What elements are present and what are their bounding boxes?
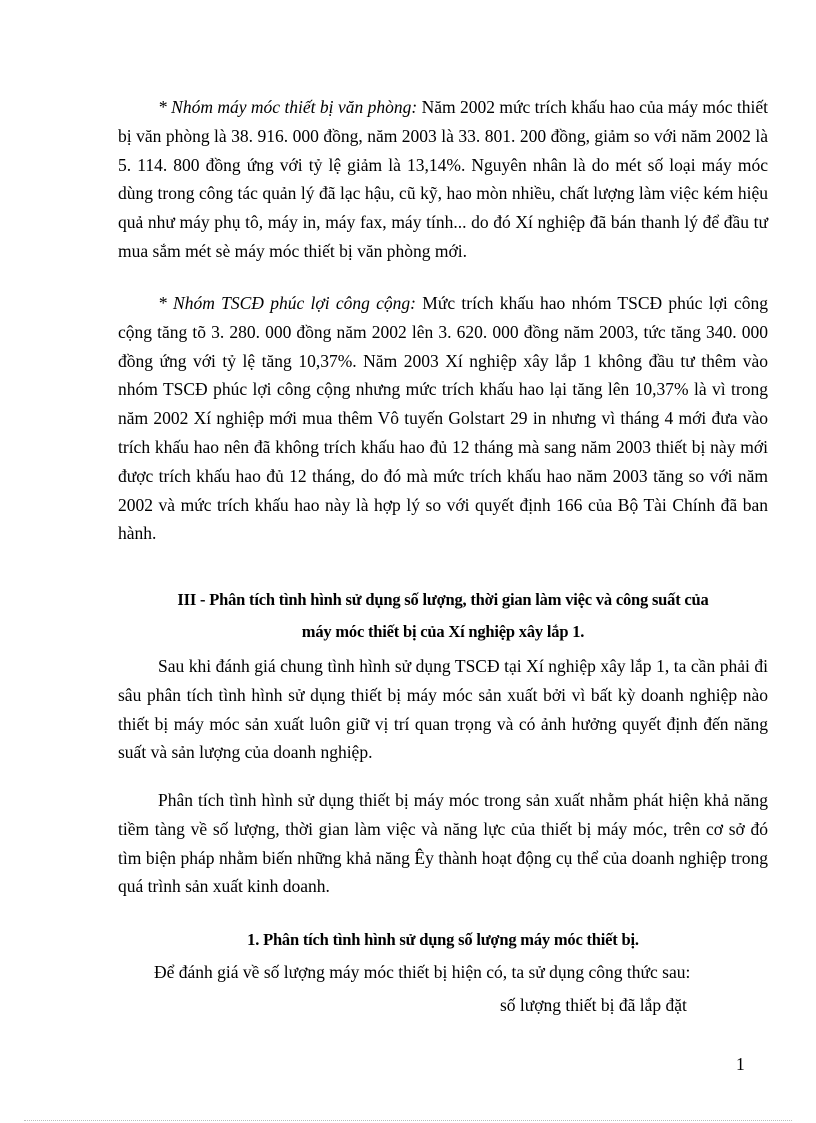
office-equipment-text: Năm 2002 mức trích khấu hao của máy móc thiết bị văn phòng là 38. 916. 000 đồng, năm 2003 là 33. 801. 200 đồng, giảm so với năm 2002 là 5. 114. 800 đồng ứng với tỷ lệ giảm là 13,14%. Nguyên nhân là do mét số loại máy móc dùng trong công tác quản lý đã lạc hậu, cũ kỹ, hao mòn nhiều, chất lượng làm việc kém hiệu quả như máy phụ tô, máy in, máy fax, máy tính... do đó Xí nghiệp đã bán thanh lý để đầu tư mua sắm mét sè máy móc thiết bị văn phòng mới.: [118, 97, 768, 261]
formula-intro-text: Để đánh giá về số lượng máy móc thiết bị hiện có, ta sử dụng công thức sau:: [154, 962, 691, 982]
intro-paragraph: Sau khi đánh giá chung tình hình sử dụng TSCĐ tại Xí nghiệp xây lắp 1, ta cần phải đi sâu phân tích tình hình sử dụng thiết bị máy móc sản xuất bởi vì bất kỳ doanh nghiệp nào thiết bị máy móc sản xuất luôn giữ vị trí quan trọng và có ảnh hưởng quyết định đến năng suất và sản lượng của doanh nghiệp.: [118, 656, 768, 763]
page-bottom-rule: [24, 1120, 792, 1121]
section-office-equipment: [118, 93, 768, 266]
subsection-1-heading: 1. Phân tích tình hình sử dụng số lượng máy móc thiết bị.: [247, 930, 639, 949]
welfare-assets-text: Mức trích khấu hao nhóm TSCĐ phúc lợi công cộng tăng tõ 3. 280. 000 đồng năm 2002 lên 3. 620. 000 đồng năm 2003, tức tăng 340. 000 đồng ứng với tỷ lệ tăng 10,37%. Năm 2003 Xí nghiệp xây lắp 1 không đầu tư thêm vào nhóm TSCĐ phúc lợi công cộng nhưng mức trích khấu hao lại tăng lên 10,37% là vì trong năm 2002 Xí nghiệp mới mua thêm Vô tuyến Golstart 29 in nhưng vì tháng 4 mới đưa vào trích khấu hao nên đã không trích khấu hao đủ 12 tháng mà sang năm 2003 thiết bị này mới được trích khấu hao đủ 12 tháng, do đó mà mức trích khấu hao năm 2003 tăng so với năm 2002 và mức trích khấu hao này là hợp lý so với quyết định 166 của Bộ Tài Chính đã ban hành.: [118, 293, 768, 544]
section-iii-heading: [118, 584, 768, 648]
formula-intro-block: [118, 958, 768, 987]
office-equipment-paragraph: [118, 93, 768, 266]
section-welfare-assets: [118, 289, 768, 548]
office-equipment-label: * Nhóm máy móc thiết bị văn phòng:: [158, 97, 418, 117]
intro-block: [118, 652, 768, 767]
welfare-assets-paragraph: [118, 289, 768, 548]
formula-numerator: số lượng thiết bị đã lắp đặt: [500, 995, 687, 1015]
section-iii-heading-line1: III - Phân tích tình hình sử dụng số lượng, thời gian làm việc và công suất của: [177, 590, 709, 609]
welfare-assets-label: * Nhóm TSCĐ phúc lợi công cộng:: [158, 293, 416, 313]
section-iii-heading-line2: máy móc thiết bị của Xí nghiệp xây lắp 1.: [301, 622, 585, 641]
purpose-block: [118, 786, 768, 901]
page-number: 1: [736, 1054, 745, 1074]
purpose-paragraph: Phân tích tình hình sử dụng thiết bị máy móc trong sản xuất nhằm phát hiện khả năng tiềm tàng về số lượng, thời gian làm việc và năng lực của thiết bị máy móc, trên cơ sở đó tìm biện pháp nhằm biến những khả năng Êy thành hoạt động cụ thể của doanh nghiệp trong quá trình sản xuất kinh doanh.: [118, 790, 768, 897]
